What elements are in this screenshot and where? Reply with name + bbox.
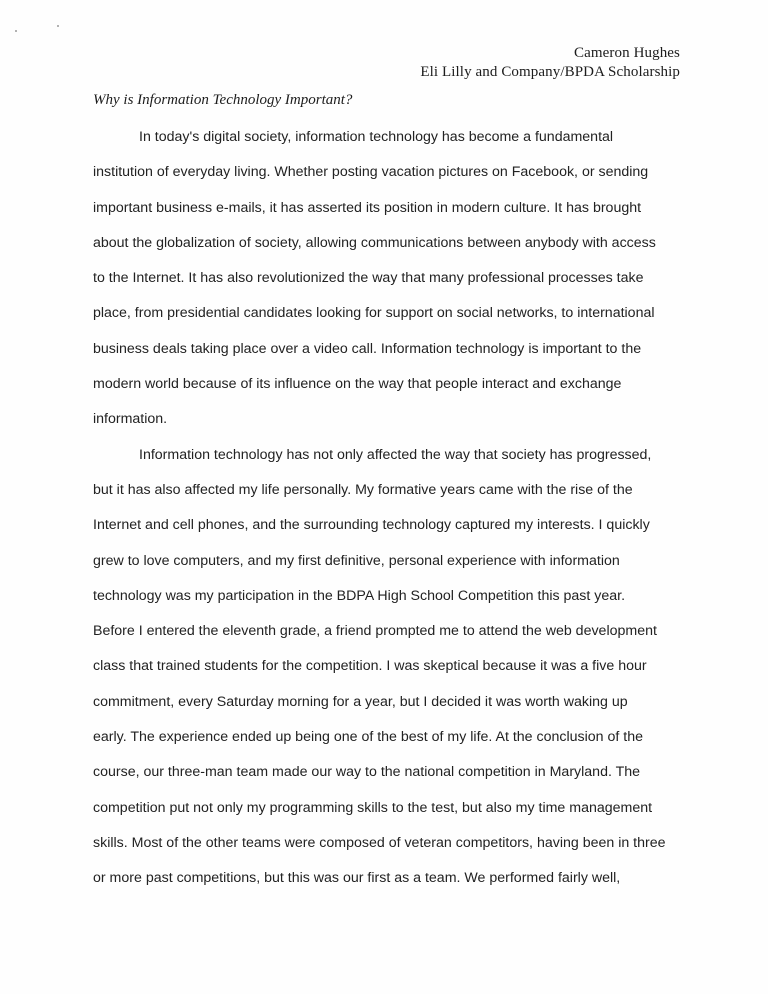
text-line: competition put not only my programming skills to the test, but also my time management <box>93 799 653 816</box>
affiliation: Eli Lilly and Company/BPDA Scholarship <box>420 64 680 80</box>
text-line: place, from presidential candidates looking for support on social networks, to international <box>93 305 655 322</box>
author-name: Cameron Hughes <box>574 45 680 61</box>
text-line: business deals taking place over a video call. Information technology is important to the <box>93 340 642 357</box>
essay-title: Why is Information Technology Important? <box>93 92 353 108</box>
scan-speck <box>15 30 17 32</box>
text-line: about the globalization of society, allowing communications between anybody with access <box>93 234 656 251</box>
text-line: skills. Most of the other teams were composed of veteran competitors, having been in three <box>93 834 666 851</box>
text-line: commitment, every Saturday morning for a year, but I decided it was worth waking up <box>93 693 628 710</box>
text-line: Before I entered the eleventh grade, a friend prompted me to attend the web development <box>93 623 657 640</box>
text-line: but it has also affected my life personally. My formative years came with the rise of the <box>93 481 633 498</box>
text-line: grew to love computers, and my first definitive, personal experience with information <box>93 552 620 569</box>
text-line: early. The experience ended up being one of the best of my life. At the conclusion of the <box>93 729 643 746</box>
text-line: institution of everyday living. Whether posting vacation pictures on Facebook, or sending <box>93 164 649 181</box>
header-block <box>420 44 680 82</box>
text-line: important business e-mails, it has asserted its position in modern culture. It has brought <box>93 199 642 216</box>
text-line: Internet and cell phones, and the surrounding technology captured my interests. I quickly <box>93 517 650 534</box>
text-line: technology was my participation in the BDPA High School Competition this past year. <box>93 587 626 604</box>
text-line: Information technology has not only affected the way that society has progressed, <box>139 446 652 463</box>
text-line: course, our three-man team made our way to the national competition in Maryland. The <box>93 764 641 781</box>
text-line: information. <box>93 411 168 428</box>
text-line: In today's digital society, information technology has become a fundamental <box>139 129 614 145</box>
text-line: to the Internet. It has also revolutionized the way that many professional processes take <box>93 270 644 287</box>
essay-body <box>93 120 683 897</box>
text-line: class that trained students for the competition. I was skeptical because it was a five hour <box>93 658 647 675</box>
text-line: or more past competitions, but this was our first as a team. We performed fairly well, <box>93 870 621 887</box>
text-line: modern world because of its influence on the way that people interact and exchange <box>93 376 622 393</box>
paragraph <box>93 438 683 897</box>
paragraph <box>93 120 683 438</box>
scan-speck <box>57 25 59 27</box>
